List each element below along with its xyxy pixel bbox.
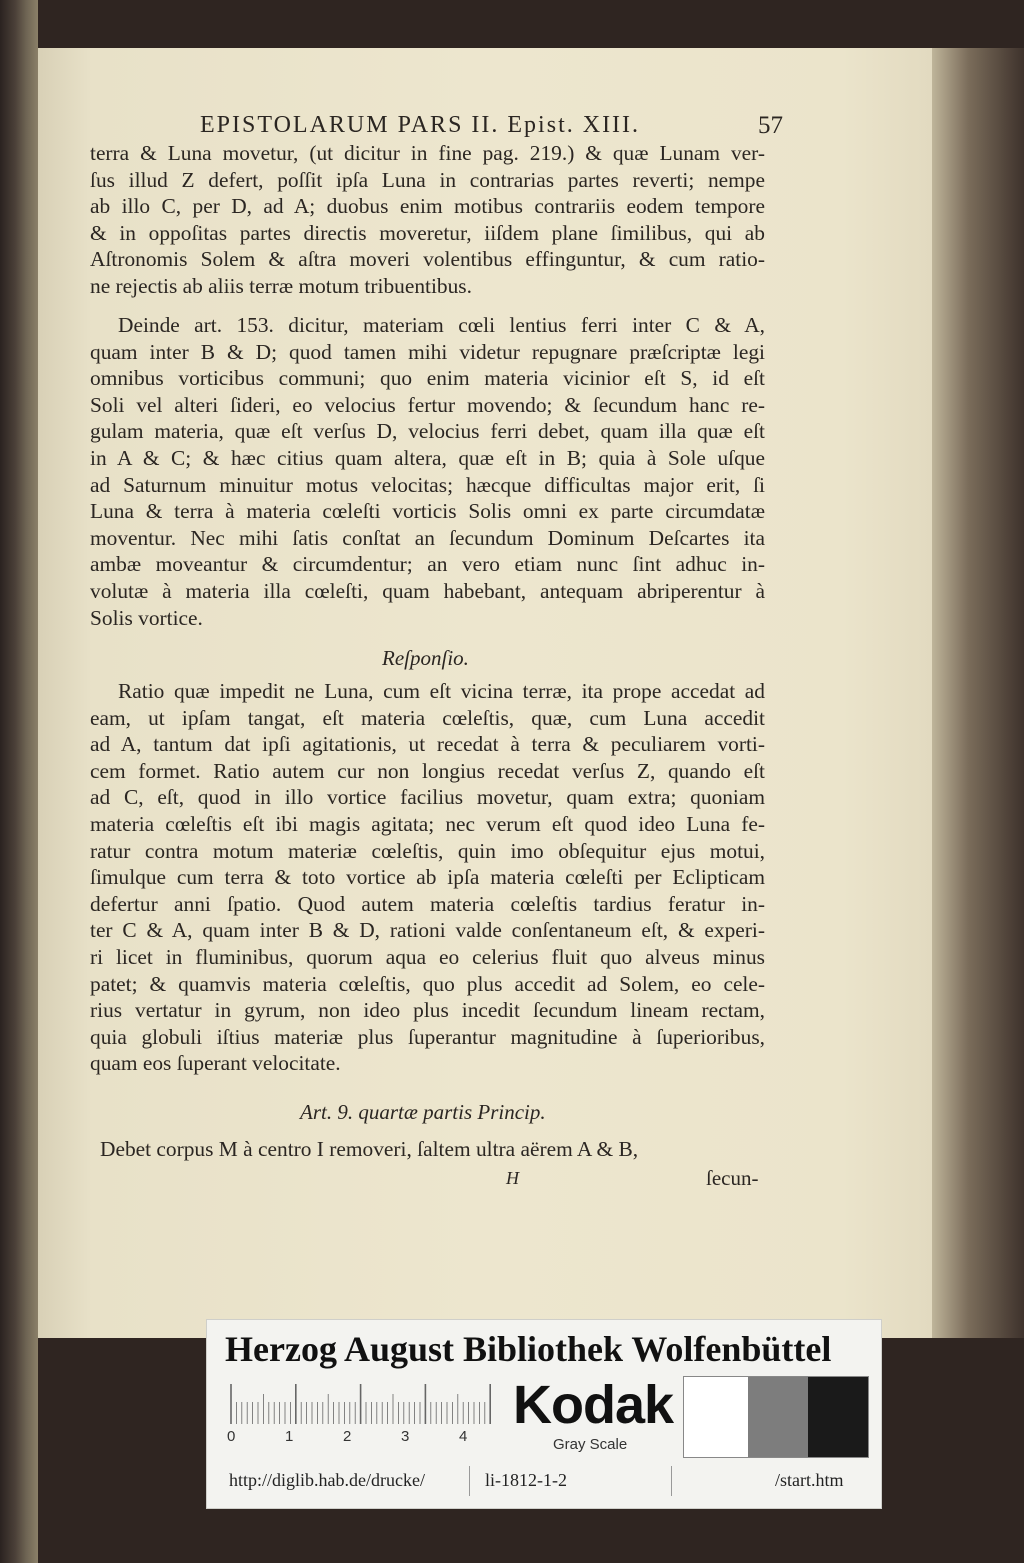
text-line: gulam materia, quæ eſt verſus D, velocius ferri debet, quam illa quæ eſt	[90, 419, 765, 444]
text-line: Ratio quæ impedit ne Luna, cum eſt vicina terræ, ita prope accedat ad	[118, 679, 765, 703]
text-line: ter C & A, quam inter B & D, rationi valde conſentaneum eſt, & experi-	[90, 918, 765, 943]
adjacent-page-edge	[0, 0, 38, 1563]
text-line: terra & Luna movetur, (ut dicitur in fine pag. 219.) & quæ Lunam ver-	[90, 141, 765, 165]
heading-art: Art. 9. quartæ partis Princip.	[300, 1100, 546, 1124]
text-line: & in oppoſitas partes directis moveretur, iiſdem plane ſimilibus, qui ab	[90, 220, 765, 245]
text-line: defertur anni ſpatio. Quod autem materia cœleſtis tardius feratur in-	[90, 891, 765, 916]
text-line: rius vertatur in gyrum, non ideo plus incedit ſecundum lineam rectam,	[90, 998, 765, 1023]
text-line: ſimulque cum terra & toto vortice ab ipſa materia cœleſti per Eclipticam	[90, 865, 765, 890]
kodak-logo: Kodak	[513, 1375, 674, 1435]
text-line: quam eos ſuperant velocitate.	[90, 1051, 341, 1076]
text-line: ri licet in fluminibus, quorum aqua eo celerius fluit quo alveus minus	[90, 944, 765, 969]
grayscale-label: Gray Scale	[553, 1436, 628, 1453]
ruler-number: 0	[227, 1428, 236, 1445]
text-line: ambæ moveantur & circumdentur; an vero etiam nunc ſint adhuc in-	[90, 552, 765, 577]
paragraph-3	[90, 678, 765, 1077]
gray-swatch	[808, 1377, 868, 1457]
ruler-numbers	[221, 1428, 501, 1448]
text-line: materia cœleſtis eſt ibi magis agitata; nec verum eſt quod ideo Luna fe-	[90, 811, 765, 836]
text-line: volutæ à materia illa cœleſti, quam habebant, antequam abriperentur à	[90, 578, 765, 603]
text-line: Aſtronomis Solem & aſtra moveri volentibus effinguntur, & cum ratio-	[90, 247, 765, 272]
url-suffix[interactable]: /start.htm	[775, 1470, 844, 1490]
heading-responsio: Reſponſio.	[382, 646, 469, 670]
text-line: Solis vortice.	[90, 605, 203, 630]
catchword: ſecun-	[706, 1166, 759, 1190]
text-line: Luna & terra à materia cœleſti vorticis Solis omni ex parte circumdatæ	[90, 499, 765, 524]
paragraph-1	[90, 140, 765, 300]
text-line: patet; & quamvis materia cœleſtis, quo plus accedit ad Solem, eo cele-	[90, 971, 765, 996]
ruler-number: 1	[285, 1428, 294, 1445]
text-line: cem formet. Ratio autem cur non longius recedat verſus Z, quando eſt	[90, 758, 765, 783]
running-head: EPISTOLARUM PARS II. Epist. XIII.	[200, 112, 641, 138]
gray-swatch	[684, 1377, 748, 1457]
text-line: moventur. Nec mihi ſatis conſtat an ſecundum Dominum Deſcartes ita	[90, 525, 765, 550]
text-line: ad C, eſt, quod in illo vortice facilius movetur, quam extra; quoniam	[90, 785, 765, 810]
text-line: omnibus vorticibus communi; quo enim materia vicinior eſt S, id eſt	[90, 366, 765, 391]
text-line: Deinde art. 153. dicitur, materiam cœli lentius ferri inter C & A,	[118, 313, 765, 337]
url-divider	[671, 1466, 672, 1496]
text-line: ſus illud Z defert, poſſit ipſa Luna in contrarias partes reverti; nempe	[90, 167, 765, 192]
text-line: ad Saturnum minuitur motus velocitas; hæcque difficultas major erit, ſi	[90, 472, 765, 497]
text-line: ad A, tantum dat ipſi agitationis, ut recedat à terra & peculiarem vorti-	[90, 732, 765, 757]
text-line: quam inter B & D; quod tamen mihi videtur repugnare præſcriptæ legi	[90, 339, 765, 364]
page-shadow-margin	[932, 48, 1024, 1338]
url-base[interactable]: http://diglib.hab.de/drucke/	[229, 1470, 425, 1490]
text-line: quia globuli iſtius materiæ plus ſuperantur magnitudine à ſuperioribus,	[90, 1024, 765, 1049]
url-divider	[469, 1466, 470, 1496]
ruler-scale	[227, 1380, 497, 1426]
page-number: 57	[758, 112, 783, 139]
gray-swatch	[748, 1377, 808, 1457]
ruler-number: 3	[401, 1428, 410, 1445]
gray-swatches	[683, 1376, 869, 1458]
text-line: ne rejectis ab aliis terræ motum tribuentibus.	[90, 273, 472, 298]
text-line: in A & C; & hæc citius quam altera, quæ eſt in B; quia à Sole uſque	[90, 445, 765, 470]
signature-mark: H	[506, 1168, 519, 1188]
text-line: eam, ut ipſam tangat, eſt materia cœleſtis, quæ, cum Luna accedit	[90, 705, 765, 730]
url-id[interactable]: li-1812-1-2	[485, 1470, 567, 1490]
text-line: ab illo C, per D, ad A; duobus enim motibus contrariis eodem tempore	[90, 194, 765, 219]
text-line: Debet corpus M à centro I removeri, ſaltem ultra aërem A & B,	[100, 1137, 639, 1161]
text-line: ratur contra motum materiæ cœleſtis, quin imo obſequitur ejus motui,	[90, 838, 765, 863]
ruler-number: 4	[459, 1428, 468, 1445]
ruler-number: 2	[343, 1428, 352, 1445]
library-calibration-card	[206, 1319, 882, 1509]
text-line: Soli vel alteri ſideri, eo velocius fertur movendo; & ſecundum hanc re-	[90, 392, 765, 417]
paragraph-4	[90, 1136, 765, 1163]
paragraph-2	[90, 312, 765, 631]
card-title: Herzog August Bibliothek Wolfenbüttel	[225, 1329, 832, 1369]
